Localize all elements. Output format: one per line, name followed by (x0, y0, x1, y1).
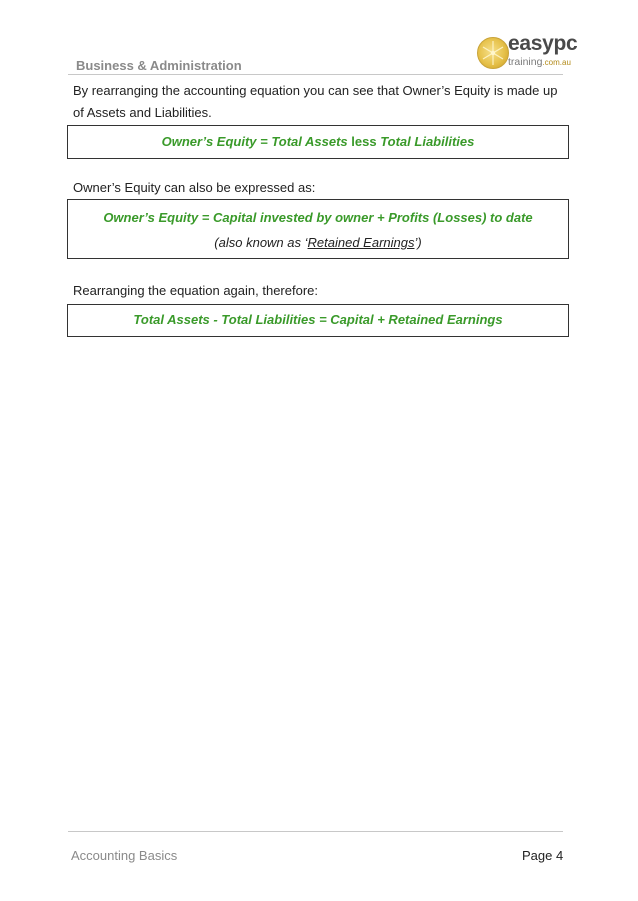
lemon-slice-icon (477, 37, 509, 69)
equation-box-1 (67, 125, 569, 159)
logo-subtext (508, 56, 571, 68)
also-known-as-note (68, 233, 568, 253)
logo-wordmark: easypc (508, 32, 578, 55)
logo-domain: .com.au (542, 58, 571, 67)
eq1-left: Owner’s Equity = Total Assets (161, 134, 352, 149)
logo-sub-word: training (508, 56, 543, 68)
equation-box-3 (67, 304, 569, 337)
equation-capital-profits: Owner’s Equity = Capital invested by owner + Profits (Losses) to date (103, 210, 533, 225)
equation-owners-equity (162, 134, 475, 149)
rearranging-text: Rearranging the equation again, therefore: (73, 283, 319, 298)
header-title: Business & Administration (76, 58, 242, 73)
footer-document-title: Accounting Basics (71, 848, 178, 863)
expressed-text: Owner’s Equity can also be expressed as: (73, 180, 316, 195)
equation-box-2 (67, 199, 569, 259)
footer-divider (68, 831, 563, 832)
eq1-right: Total Liabilities (376, 134, 475, 149)
equation-assets-liabilities: Total Assets - Total Liabilities = Capital + Retained Earnings (133, 312, 503, 327)
page-number: Page 4 (522, 848, 564, 863)
eq1-operator: less (351, 134, 377, 149)
intro-paragraph (73, 80, 557, 124)
aka-prefix: (also known as ‘ (214, 235, 308, 250)
intro-line-1: By rearranging the accounting equation you can see that Owner’s Equity is made up (73, 83, 558, 98)
retained-earnings-term: Retained Earnings (307, 235, 415, 250)
header-divider (68, 74, 563, 75)
brand-logo (477, 32, 578, 72)
intro-line-2: of Assets and Liabilities. (73, 105, 212, 120)
aka-suffix: ’) (414, 235, 422, 250)
